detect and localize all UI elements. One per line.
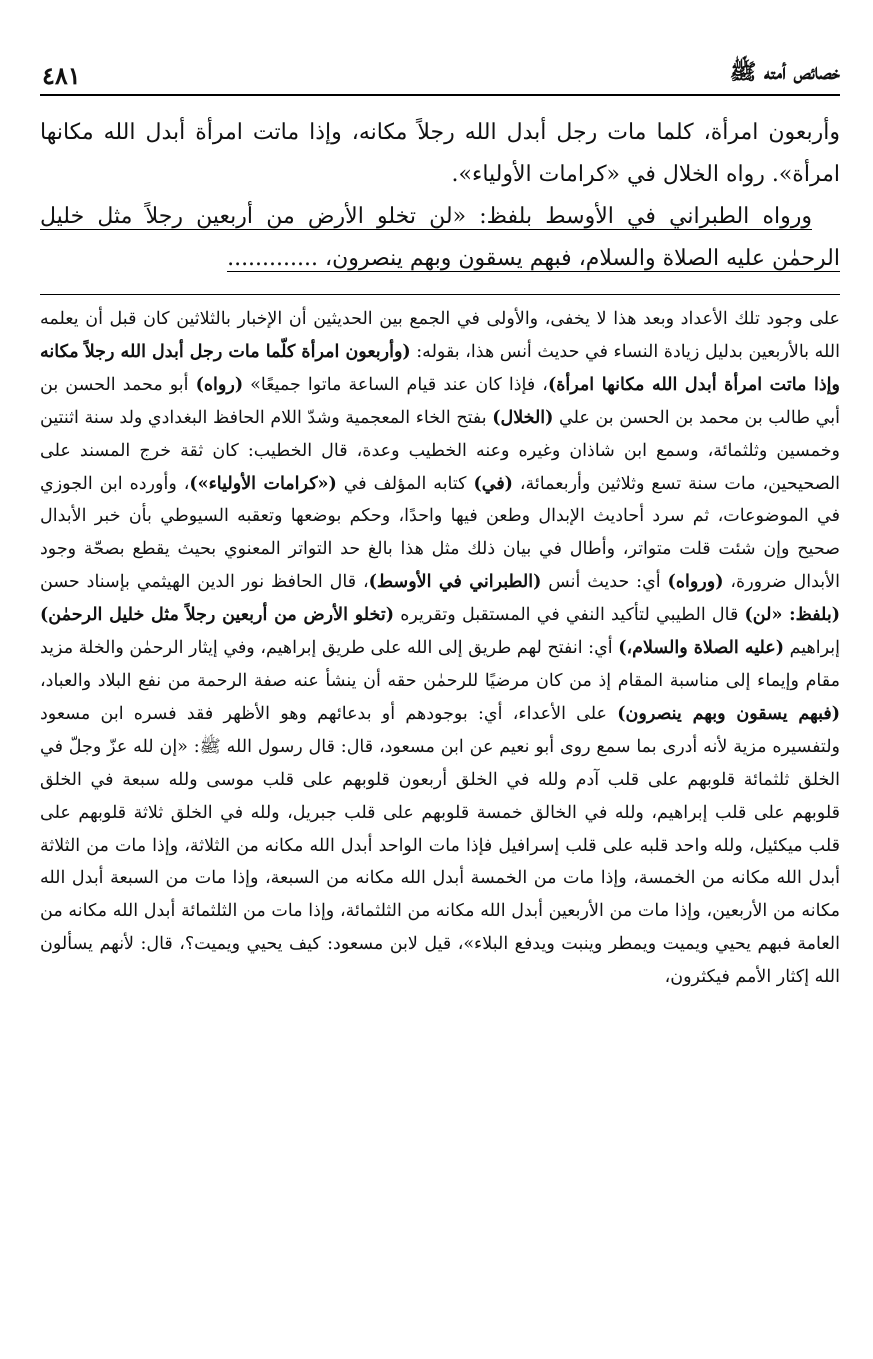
commentary-segment: أبو محمد الحسن بن أبي طالب بن محمد بن الحسن بن علي bbox=[40, 374, 840, 428]
commentary-segment: أي: حديث أنس bbox=[541, 572, 668, 593]
commentary-quote: (بلفظ: «لن) bbox=[744, 605, 840, 626]
commentary-segment: على الأعداء، أي: بوجودهم أو بدعائهم وهو الأظهر فقد فسره ابن مسعود ولتفسيره مزية لأنه أدرى بما سمع روى أبو نعيم عن ابن مسعود، قال: قال رسول الله ﷺ: «إن لله عزّ وجلّ في الخلق ثلثمائة قلوبهم على قلب آدم ولله في الخلق أربعون قلوبهم على قلب موسى ولله سبعة في الخلق قلوبهم على قلب إبراهيم، ولله في الخالق خمسة قلوبهم على قلب جبريل، ولله في الخلق ثلاثة قلوبهم على قلب ميكئيل، ولله واحد قلبه على قلب إسرافيل فإذا مات الواحد أبدل الله مكانه من الثلاثة، وإذا مات من الثلاثة أبدل الله مكانه من الخمسة، وإذا مات من الخمسة أبدل الله مكانه من السبعة، وإذا مات من السبعة أبدل الله مكانه من الأربعين، وإذا مات من الأربعين أبدل الله مكانه من الثلثمائة، وإذا مات من الثلثمائة أبدل الله مكانه من العامة فبهم يحيي ويميت ويمطر وينبت ويدفع البلاء»، قيل لابن مسعود: كيف يحيي ويميت؟، قال: لأنهم يسألون الله إكثار الأمم فيكثرون، bbox=[40, 703, 840, 988]
main-paragraph-2-text bbox=[40, 204, 840, 272]
continuation-dots: ............. bbox=[227, 246, 318, 271]
commentary bbox=[40, 303, 840, 994]
commentary-quote: («كرامات الأولياء») bbox=[189, 473, 337, 494]
page bbox=[40, 52, 840, 994]
commentary-segment: بفتح الخاء المعجمية وشدّ اللام الحافظ البغدادي ولد سنة اثنتين وخمسين وثلثمائة، وسمع ابن شاذان وغيره وعنه الخطيب وعدة، قال الخطيب: كان ثقة خرج المسند على الصحيحين، مات سنة تسع وثلاثين وأربعمائة، bbox=[40, 407, 841, 494]
commentary-segment: كتابه المؤلف في bbox=[336, 473, 474, 494]
running-title: خصائص أمته ﷺ bbox=[729, 59, 840, 85]
commentary-segment: على وجود تلك الأعداد وبعد هذا لا يخفى، والأولى في الجمع بين الحديثين أن الإخبار بالثلاثين كان قبل أن يعلمه الله بالأربعين بدليل زيادة النساء في حديث أنس هذا، بقوله: bbox=[40, 309, 840, 362]
commentary-segment: إبراهيم bbox=[784, 638, 840, 659]
commentary-quote: (فبهم يسقون وبهم ينصرون) bbox=[617, 703, 841, 724]
commentary-segment: ، قال الحافظ نور الدين الهيثمي بإسناد حسن bbox=[40, 572, 369, 593]
commentary-quote: (في) bbox=[473, 473, 513, 494]
footnote-divider bbox=[40, 294, 840, 295]
commentary-quote: (الخلال) bbox=[492, 407, 554, 428]
commentary-paragraph bbox=[40, 303, 840, 994]
main-paragraph-2-body: ورواه الطبراني في الأوسط بلفظ: «لن تخلو الأرض من أربعين رجلاً مثل خليل الرحمٰن عليه الصلاة والسلام، فبهم يسقون وبهم ينصرون، bbox=[40, 204, 840, 271]
commentary-quote: (الطبراني في الأوسط) bbox=[368, 572, 542, 593]
page-number: ٤٨١ bbox=[42, 61, 81, 90]
main-text bbox=[40, 112, 840, 280]
commentary-quote: (تخلو الأرض من أربعين رجلاً مثل خليل الرحمٰن) bbox=[40, 605, 394, 626]
commentary-segment: ، فإذا كان عند قيام الساعة ماتوا جميعًا» bbox=[243, 374, 548, 395]
main-paragraph-1: وأربعون امرأة، كلما مات رجل أبدل الله رجلاً مكانه، وإذا ماتت امرأة أبدل الله مكانها امرأة». رواه الخلال في «كرامات الأولياء». bbox=[40, 120, 840, 187]
commentary-quote: (ورواه) bbox=[667, 572, 724, 593]
commentary-segment: قال الطيبي لتأكيد النفي في المستقبل وتقريره bbox=[394, 605, 745, 626]
commentary-segment: ، وأورده ابن الجوزي في الموضوعات، ثم سرد أحاديث الإبدال وطعن فيها واحدًا، وحكم بوضعها وتعقبه السيوطي بأن خبر الأبدال صحيح وإن شئت قلت متواتر، وأطال في بيان ذلك مثل هذا بالغ حد التواتر المعنوي بحيث يقطع بصحّة وجود الأبدال ضرورة، bbox=[40, 473, 841, 593]
commentary-quote: (رواه) bbox=[195, 374, 244, 395]
page-header bbox=[40, 52, 840, 96]
commentary-segment: أي: انفتح لهم طريق إلى الله على طريق إبراهيم، وفي إيثار الرحمٰن والخلة مزيد مقام وإيماء إلى مناسبة المقام إذ من كان مرضيًا للرحمٰن حقه أن ينشأ عنه صفة الرحمة من نفع البلاد والعباد، bbox=[40, 638, 840, 691]
commentary-quote: (عليه الصلاة والسلام،) bbox=[618, 638, 785, 659]
main-paragraph-2 bbox=[40, 196, 840, 280]
commentary-quote: (وأربعون امرأة كلّما مات رجل أبدل الله رجلاً مكانه وإذا ماتت امرأة أبدل الله مكانها امرأة) bbox=[40, 341, 840, 395]
